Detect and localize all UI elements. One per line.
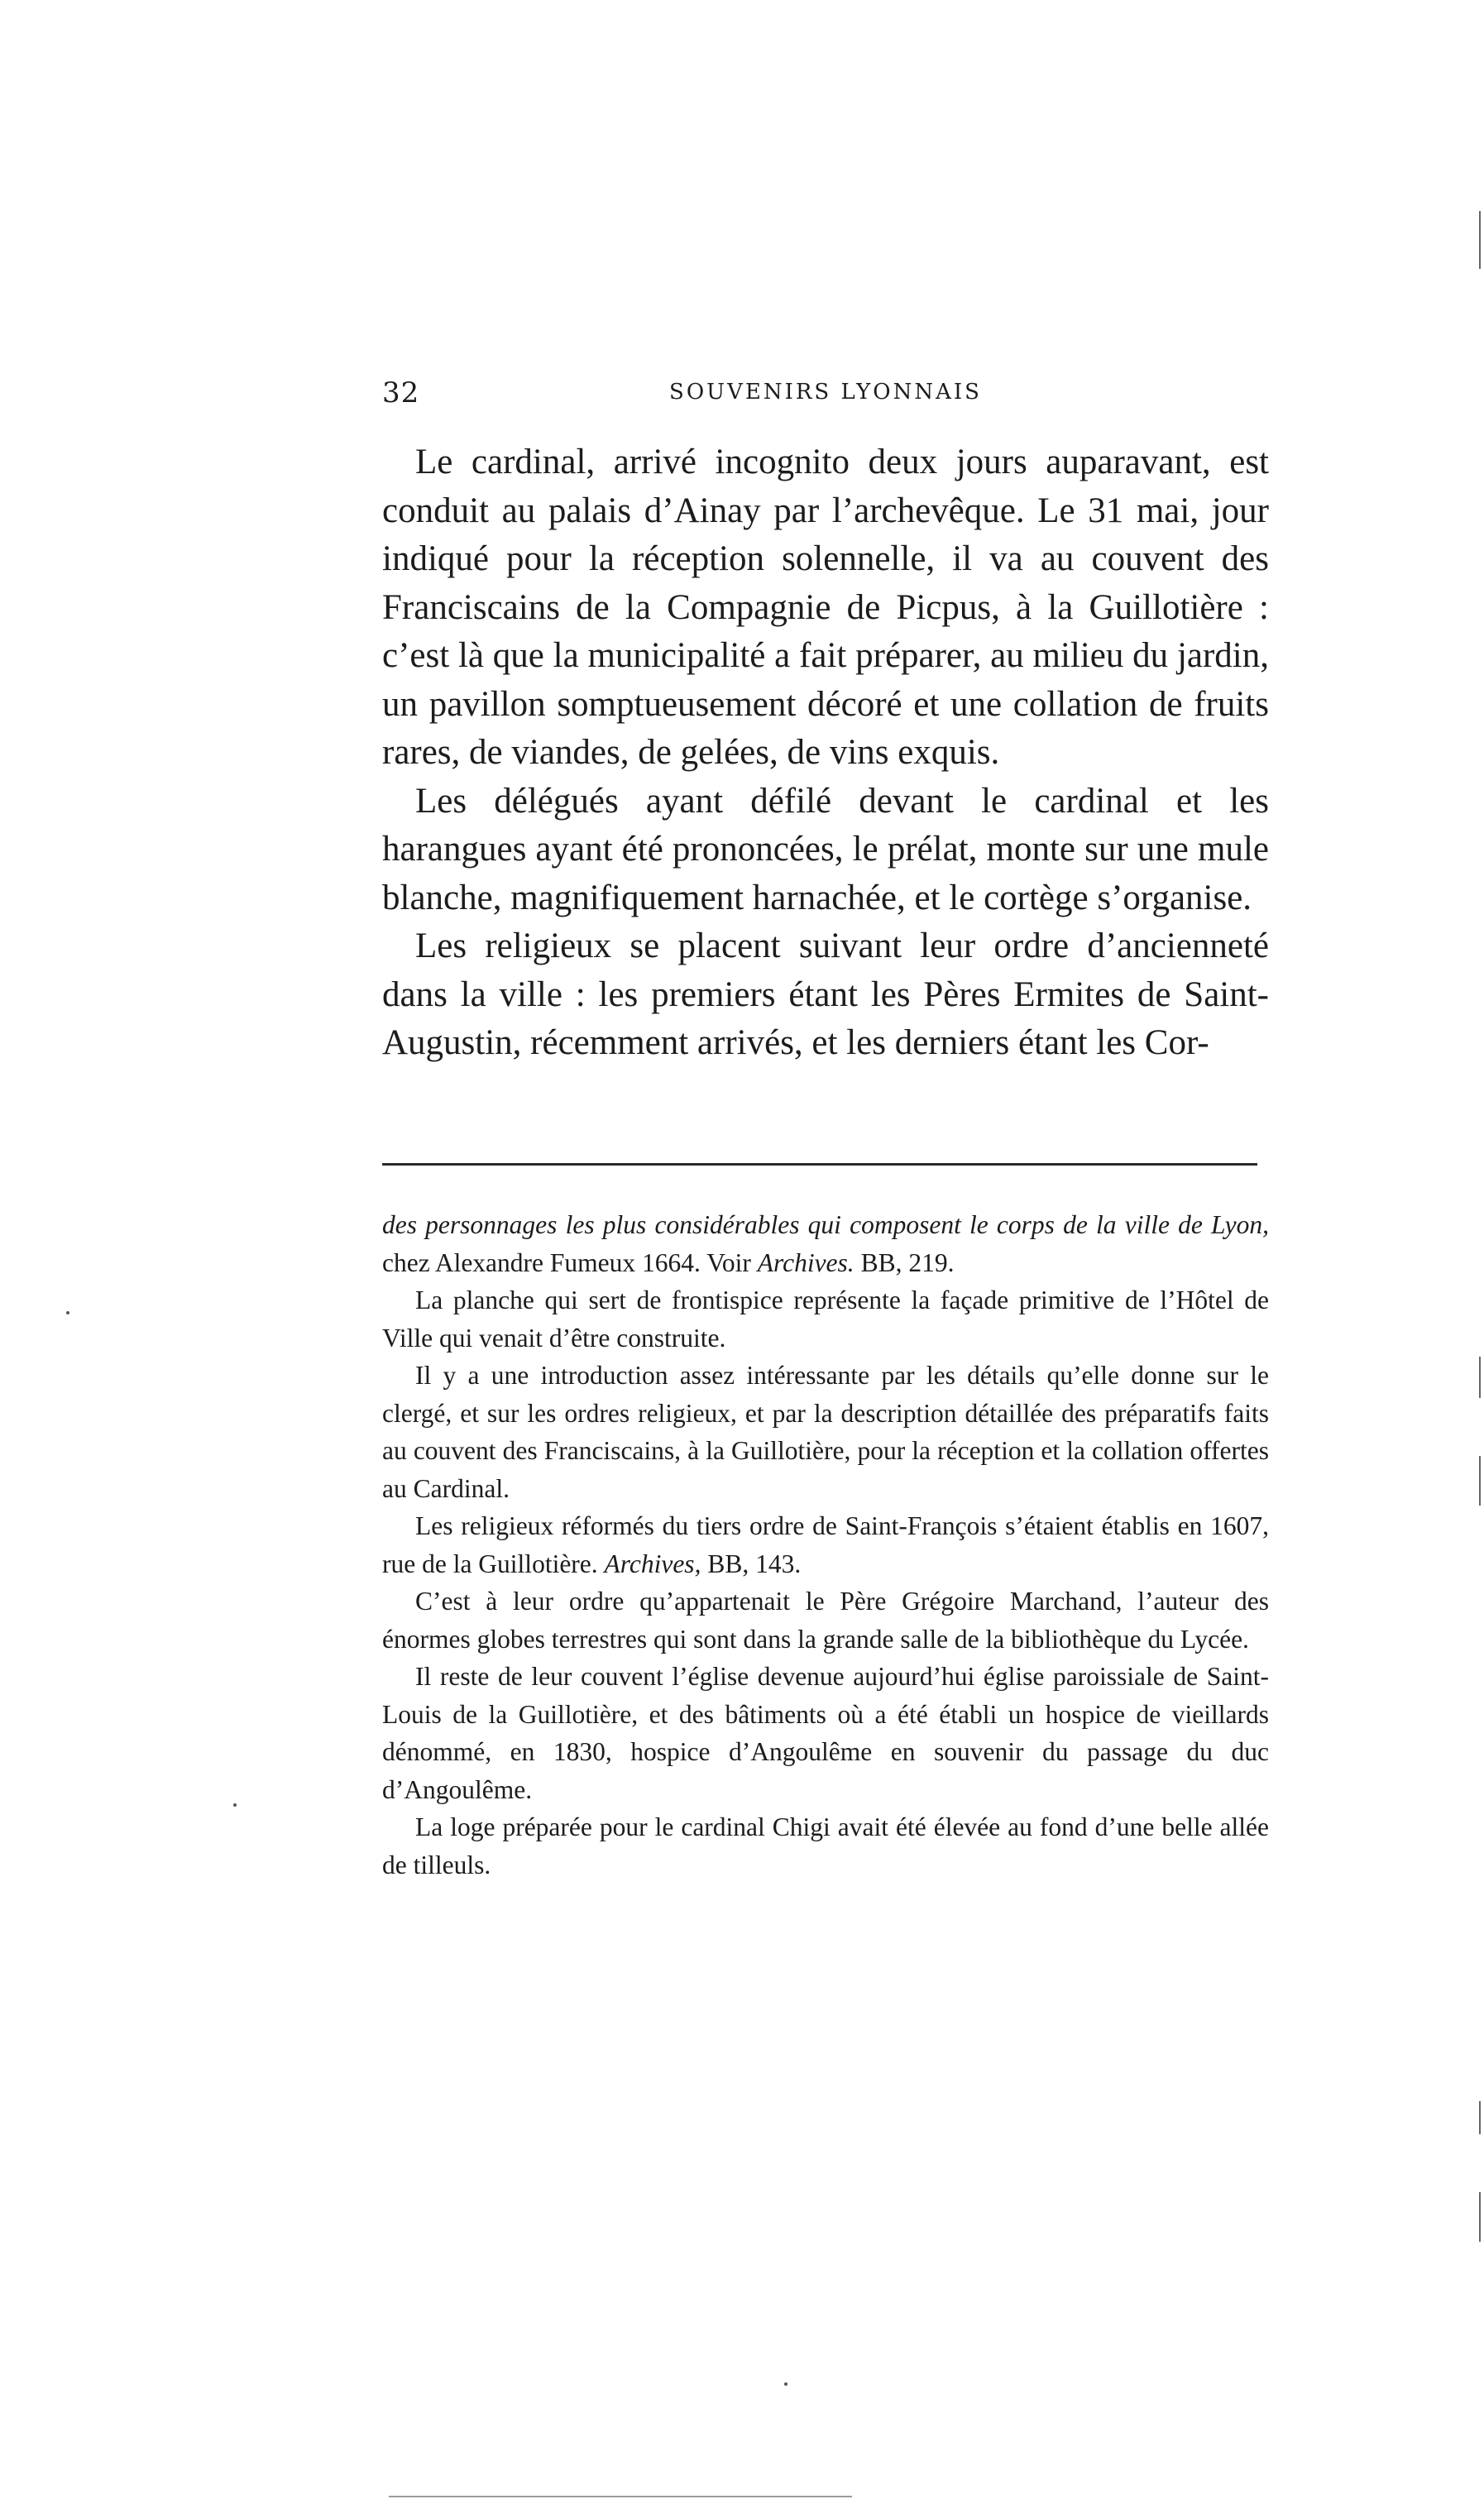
body-paragraph: Le cardinal, arrivé incognito deux jours auparavant, est conduit au palais d’Ainay par l’archevêque. Le 31 mai, jour indiqué pour la réception solennelle, il va au couvent des Franciscains de la Compagnie de Picpus, à la Guillotière : c’est là que la municipalité a fait préparer, au milieu du jardin, un pavillon somptueusement décoré et une collation de fruits rares, de viandes, de gelées, de vins exquis. xyxy=(382,443,1269,772)
scan-speck xyxy=(233,1803,237,1807)
footnote-text: chez Alexandre Fumeux 1664. Voir xyxy=(382,1247,758,1277)
scan-edge-mark xyxy=(1479,211,1481,269)
scan-edge-mark xyxy=(1479,2192,1481,2242)
scan-bottom-line xyxy=(389,2496,852,2497)
scan-edge-mark xyxy=(1479,1456,1481,1506)
running-title: SOUVENIRS LYONNAIS xyxy=(669,380,982,405)
footnote-paragraph xyxy=(382,1507,1269,1582)
scan-speck xyxy=(784,2382,787,2386)
scan-speck xyxy=(66,1311,69,1314)
footnote-separator xyxy=(382,1163,1257,1166)
footnote-paragraph: C’est à leur ordre qu’appartenait le Père Grégoire Marchand, l’auteur des énormes globes terrestres qui sont dans la grande salle de la bibliothèque du Lycée. xyxy=(382,1587,1269,1654)
footnote-paragraph: La planche qui sert de frontispice représente la façade primitive de l’Hôtel de Ville qui venait d’être construite. xyxy=(382,1286,1269,1353)
body-paragraph: Les religieux se placent suivant leur ordre d’ancienneté dans la ville : les premiers étant les Pères Ermites de Saint-Augustin, récemment arrivés, et les derniers étant les Cor- xyxy=(382,926,1269,1062)
footnote-ref: BB, 143. xyxy=(701,1549,802,1578)
footnote-italic-title: des personnages les plus considérables qui composent le corps de la ville de Lyon, xyxy=(382,1210,1269,1239)
main-text xyxy=(382,438,1269,1068)
footnotes xyxy=(382,1206,1269,1884)
footnote-italic-ref: Archives, xyxy=(604,1549,701,1578)
footnote-paragraph: La loge préparée pour le cardinal Chigi avait été élevée au fond d’une belle allée de tilleuls. xyxy=(382,1812,1269,1879)
scan-edge-mark xyxy=(1479,1357,1481,1398)
footnote-paragraph: Il y a une introduction assez intéressante par les détails qu’elle donne sur le clergé, et sur les ordres religieux, et par la description détaillée des préparatifs faits au couvent des Franciscains, à la Guillotière, pour la réception et la collation offertes au Cardinal. xyxy=(382,1361,1269,1503)
page-number: 32 xyxy=(382,376,420,409)
footnote-paragraph xyxy=(382,1206,1269,1281)
footnote-paragraph: Il reste de leur couvent l’église devenue aujourd’hui église paroissiale de Saint-Louis de la Guillotière, et des bâtiments où a été établi un hospice de vieillards dénommé, en 1830, hospice d’Angoulême en souvenir du passage du duc d’Angoulême. xyxy=(382,1662,1269,1804)
footnote-text: Les religieux réformés du tiers ordre de Saint-François s’étaient établis en 1607, rue de la Guillotière. xyxy=(382,1511,1269,1578)
body-paragraph: Les délégués ayant défilé devant le cardinal et les harangues ayant été prononcées, le prélat, monte sur une mule blanche, magnifiquement harnachée, et le cortège s’organise. xyxy=(382,781,1269,917)
page-header xyxy=(382,376,1269,418)
footnote-ref: BB, 219. xyxy=(854,1247,955,1277)
scan-edge-mark xyxy=(1479,2101,1481,2134)
footnote-italic-ref: Archives. xyxy=(757,1247,854,1277)
